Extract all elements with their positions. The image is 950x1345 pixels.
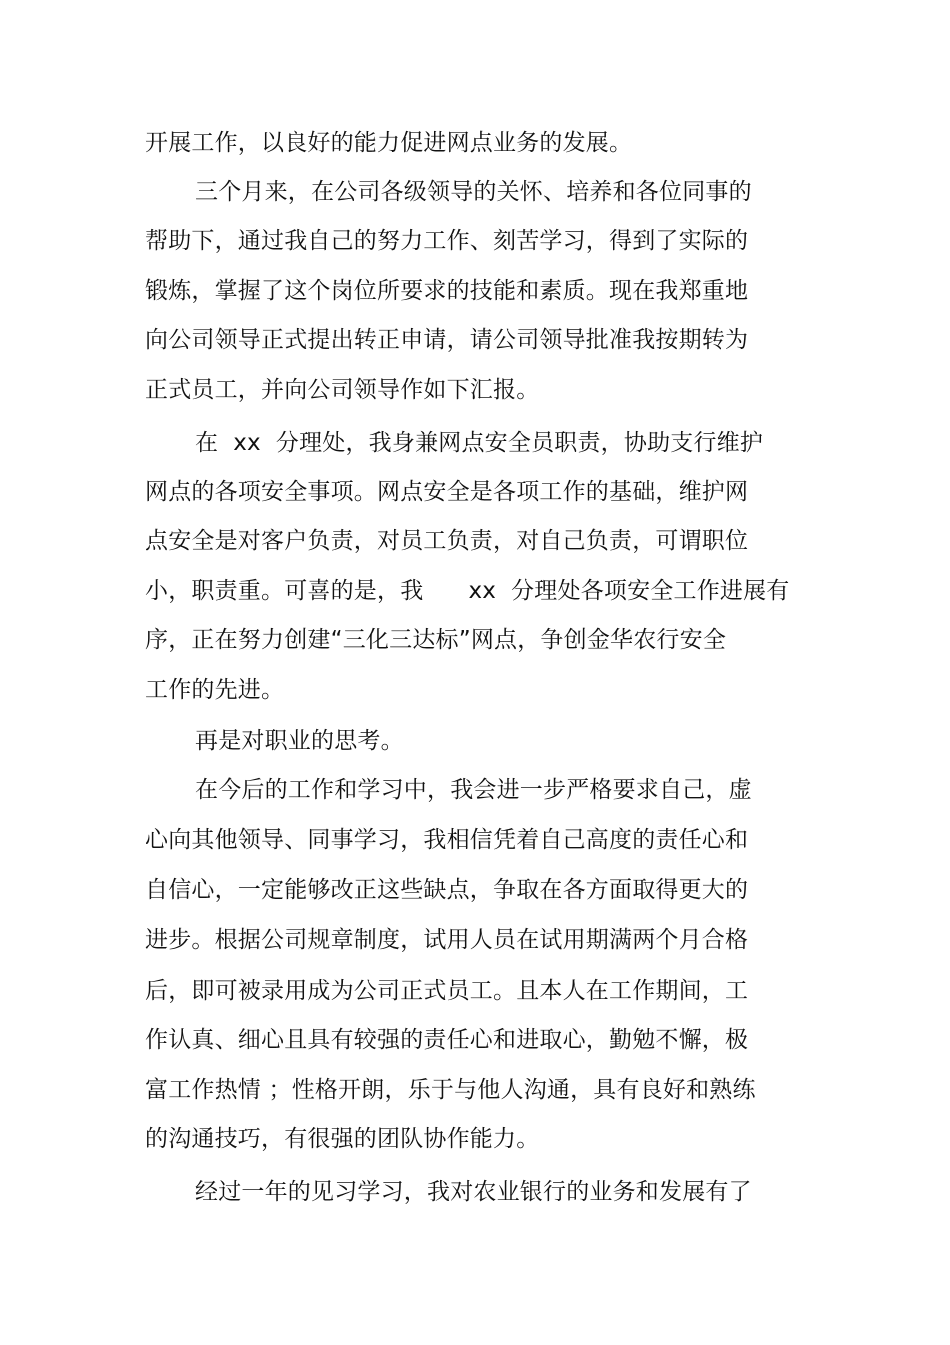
paragraph-first-line: 再是对职业的思考。 (195, 728, 404, 754)
text-line: 网点的各项安全事项。网点安全是各项工作的基础，维护网 (145, 479, 749, 505)
text-line: 开展工作，以良好的能力促进网点业务的发展。 (145, 130, 633, 156)
text-line: 向公司领导正式提出转正申请，请公司领导批准我按期转为 (145, 327, 749, 353)
text-line: 心向其他领导、同事学习，我相信凭着自己高度的责任心和 (145, 827, 749, 853)
text-line: 富工作热情 ；性格开朗，乐于与他人沟通，具有良好和熟练 (145, 1077, 756, 1103)
text-line: 帮助下，通过我自己的努力工作、刻苦学习，得到了实际的 (145, 228, 749, 254)
paragraph-first-line: 经过一年的见习学习，我对农业银行的业务和发展有了 (195, 1179, 752, 1205)
text-line: 自信心，一定能够改正这些缺点，争取在各方面取得更大的 (145, 877, 749, 903)
text-line: 点安全是对客户负责，对员工负责，对自己负责，可谓职位 (145, 528, 749, 554)
text-line: 工作的先进。 (145, 677, 285, 703)
text-line: 锻炼，掌握了这个岗位所要求的技能和素质。现在我郑重地 (145, 278, 749, 304)
text-line: 正式员工，并向公司领导作如下汇报。 (145, 377, 540, 403)
text-line: 进步。根据公司规章制度，试用人员在试用期满两个月合格 (145, 927, 749, 953)
text-line: 序，正在努力创建“三化三达标”网点，争创金华农行安全 (145, 627, 727, 653)
text-line: 作认真、细心且具有较强的责任心和进取心，勤勉不懈，极 (145, 1027, 749, 1053)
text-line: 后，即可被录用成为公司正式员工。且本人在工作期间，工 (145, 978, 749, 1004)
text-line: 小，职责重。可喜的是，我 xx 分理处各项安全工作进展有 (145, 578, 790, 604)
paragraph-first-line: 在今后的工作和学习中，我会进一步严格要求自己，虚 (195, 777, 752, 803)
paragraph-first-line: 三个月来，在公司各级领导的关怀、培养和各位同事的 (195, 179, 752, 205)
text-line: 的沟通技巧，有很强的团队协作能力。 (145, 1126, 540, 1152)
paragraph-first-line: 在 xx 分理处，我身兼网点安全员职责，协助支行维护 (195, 430, 764, 456)
